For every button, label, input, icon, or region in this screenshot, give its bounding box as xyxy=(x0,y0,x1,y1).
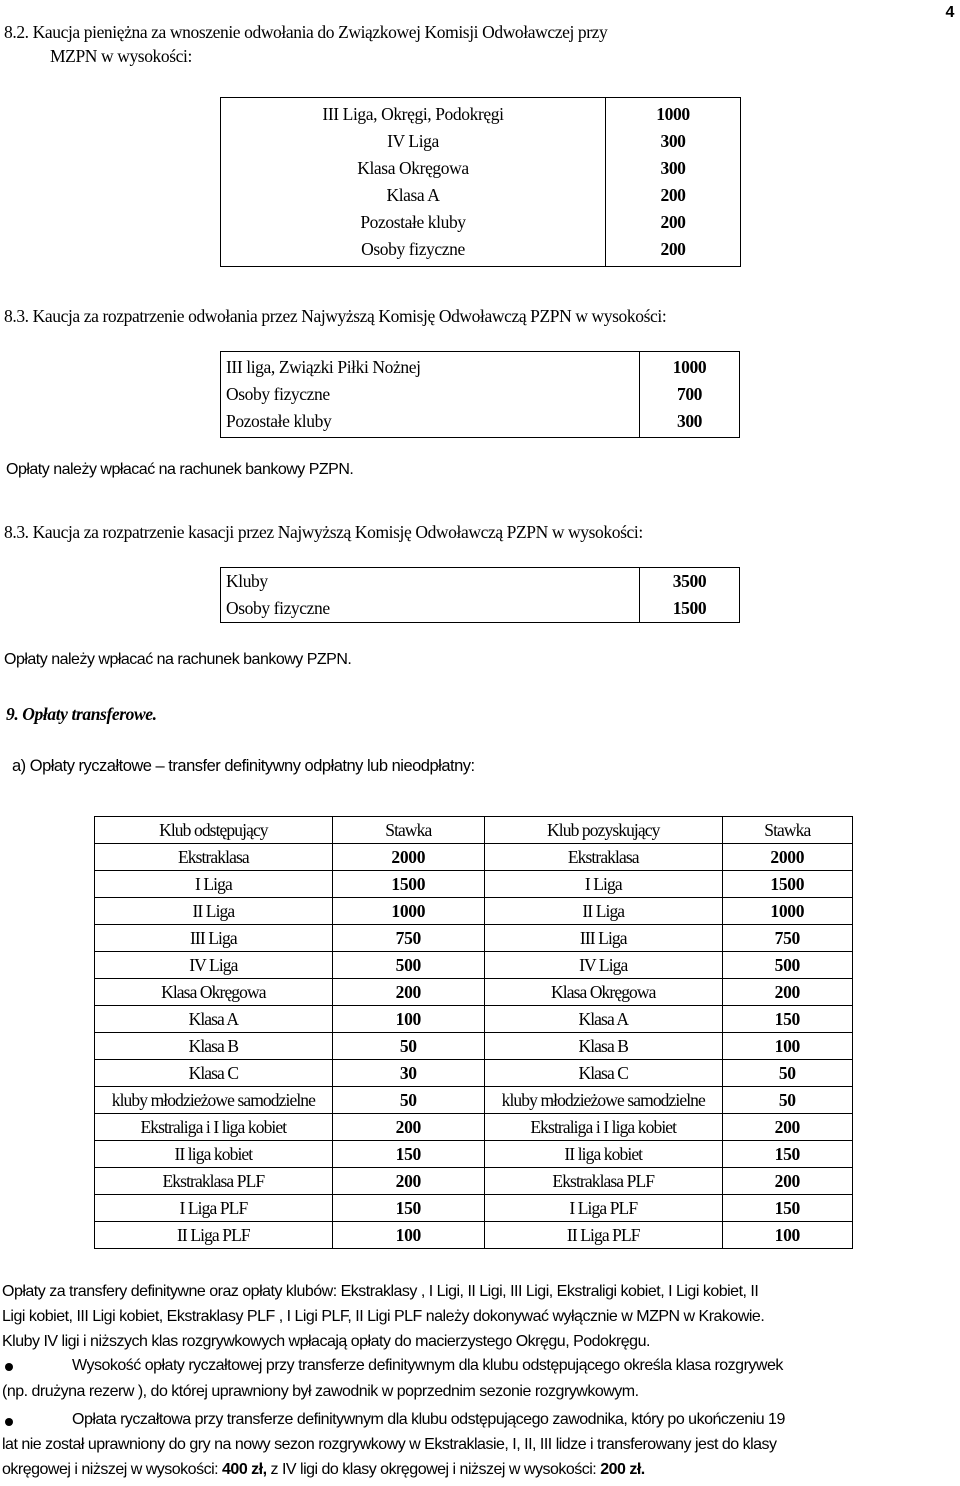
table-row xyxy=(95,844,853,871)
acquiring-club-cell: IV Liga xyxy=(484,952,722,979)
table-row xyxy=(95,979,853,1006)
deposit-table-8-3-cassation xyxy=(220,567,740,623)
acquiring-club-cell: II Liga PLF xyxy=(484,1222,722,1249)
column-header-acquiring-rate: Stawka xyxy=(722,817,852,844)
releasing-rate-cell: 200 xyxy=(332,1114,484,1141)
acquiring-club-cell: kluby młodzieżowe samodzielne xyxy=(484,1087,722,1114)
acquiring-club-cell: Ekstraklasa PLF xyxy=(484,1168,722,1195)
deposit-row-label: III Liga, Okręgi, Podokręgi xyxy=(221,98,606,129)
table-row xyxy=(95,925,853,952)
bullet-2-line-1: Opłata ryczałtowa przy transferze definitywnym dla klubu odstępującego zawodnika, który po ukończeniu 19 xyxy=(72,1411,785,1428)
releasing-club-cell: Klasa B xyxy=(95,1033,333,1060)
releasing-rate-cell: 150 xyxy=(332,1141,484,1168)
acquiring-rate-cell: 150 xyxy=(722,1141,852,1168)
bullet-2-line-3-a: okręgowej i niższej w wysokości: xyxy=(2,1461,223,1478)
column-header-releasing-club: Klub odstępujący xyxy=(95,817,333,844)
table-row xyxy=(95,898,853,925)
releasing-rate-cell: 100 xyxy=(332,1006,484,1033)
cassation-row xyxy=(221,595,740,623)
column-header-releasing-rate: Stawka xyxy=(332,817,484,844)
appeal-row xyxy=(221,408,740,438)
releasing-rate-cell: 200 xyxy=(332,1168,484,1195)
deposit-row xyxy=(221,209,741,236)
cassation-row-value: 3500 xyxy=(672,571,707,591)
releasing-rate-cell: 50 xyxy=(332,1033,484,1060)
appeal-row xyxy=(221,381,740,408)
table-header-row xyxy=(95,817,853,844)
table-row xyxy=(95,1222,853,1249)
releasing-rate-cell: 1500 xyxy=(332,871,484,898)
deposit-row-value: 300 xyxy=(660,131,686,151)
releasing-rate-cell: 2000 xyxy=(332,844,484,871)
acquiring-rate-cell: 100 xyxy=(722,1222,852,1249)
deposit-row-label: Osoby fizyczne xyxy=(221,236,606,267)
fee-400: 400 zł, xyxy=(222,1461,267,1478)
deposit-row-value: 1000 xyxy=(656,104,690,124)
cassation-row-value: 1500 xyxy=(672,598,707,618)
acquiring-club-cell: II liga kobiet xyxy=(484,1141,722,1168)
acquiring-club-cell: I Liga PLF xyxy=(484,1195,722,1222)
deposit-row-value: 200 xyxy=(660,212,686,232)
releasing-rate-cell: 150 xyxy=(332,1195,484,1222)
table-row xyxy=(95,952,853,979)
table-row xyxy=(95,1060,853,1087)
acquiring-club-cell: Klasa A xyxy=(484,1006,722,1033)
fee-200: 200 zł. xyxy=(600,1461,645,1478)
acquiring-rate-cell: 2000 xyxy=(722,844,852,871)
acquiring-rate-cell: 500 xyxy=(722,952,852,979)
table-row xyxy=(95,1087,853,1114)
section-8-2-heading: 8.2. Kaucja pieniężna za wnoszenie odwołania do Związkowej Komisji Odwoławczej przy xyxy=(4,22,608,42)
deposit-row-value: 200 xyxy=(660,185,686,205)
releasing-rate-cell: 1000 xyxy=(332,898,484,925)
acquiring-rate-cell: 200 xyxy=(722,1168,852,1195)
deposit-row xyxy=(221,236,741,267)
section-9-heading: 9. Opłaty transferowe. xyxy=(6,704,157,724)
acquiring-club-cell: Ekstraklasa xyxy=(484,844,722,871)
payment-note: Opłaty należy wpłacać na rachunek bankowy PZPN. xyxy=(6,461,354,478)
acquiring-club-cell: Ekstraliga i I liga kobiet xyxy=(484,1114,722,1141)
table-row xyxy=(95,1168,853,1195)
acquiring-rate-cell: 50 xyxy=(722,1087,852,1114)
acquiring-rate-cell: 150 xyxy=(722,1195,852,1222)
releasing-club-cell: II liga kobiet xyxy=(95,1141,333,1168)
acquiring-rate-cell: 100 xyxy=(722,1033,852,1060)
column-header-acquiring-club: Klub pozyskujący xyxy=(484,817,722,844)
releasing-rate-cell: 500 xyxy=(332,952,484,979)
appeal-row-value: 700 xyxy=(676,384,703,404)
acquiring-club-cell: Klasa Okręgowa xyxy=(484,979,722,1006)
releasing-club-cell: kluby młodzieżowe samodzielne xyxy=(95,1087,333,1114)
section-8-3-appeal-heading: 8.3. Kaucja za rozpatrzenie odwołania przez Najwyższą Komisję Odwoławczą PZPN w wysokości: xyxy=(4,306,667,326)
releasing-rate-cell: 50 xyxy=(332,1087,484,1114)
releasing-rate-cell: 200 xyxy=(332,979,484,1006)
table-row xyxy=(95,1033,853,1060)
bullet-2-line-3 xyxy=(2,1461,645,1479)
acquiring-club-cell: II Liga xyxy=(484,898,722,925)
acquiring-rate-cell: 200 xyxy=(722,979,852,1006)
releasing-club-cell: II Liga PLF xyxy=(95,1222,333,1249)
deposit-row-label: Klasa Okręgowa xyxy=(221,155,606,182)
deposit-row xyxy=(221,182,741,209)
acquiring-club-cell: Klasa C xyxy=(484,1060,722,1087)
para-transfer-line-1: Opłaty za transfery definitywne oraz opłaty klubów: Ekstraklasy , I Ligi, II Ligi, III Ligi, Ekstraligi kobiet, I Ligi kobiet, II xyxy=(2,1283,759,1300)
appeal-row-value: 300 xyxy=(676,411,703,431)
acquiring-club-cell: Klasa B xyxy=(484,1033,722,1060)
table-row xyxy=(95,1114,853,1141)
releasing-club-cell: Klasa A xyxy=(95,1006,333,1033)
bullet-2-line-2: lat nie został uprawniony do gry na nowy sezon rozgrywkowy w Ekstraklasie, I, II, III lidze i transferowany jest do klasy xyxy=(2,1436,777,1453)
releasing-club-cell: II Liga xyxy=(95,898,333,925)
acquiring-rate-cell: 200 xyxy=(722,1114,852,1141)
acquiring-club-cell: III Liga xyxy=(484,925,722,952)
appeal-row-label: III liga, Związki Piłki Nożnej xyxy=(221,352,640,382)
releasing-club-cell: Klasa Okręgowa xyxy=(95,979,333,1006)
deposit-row-label: Klasa A xyxy=(221,182,606,209)
deposit-row xyxy=(221,155,741,182)
bullet-1-line-2: (np. drużyna rezerw ), do której uprawniony był zawodnik w poprzednim sezonie rozgrywkowym. xyxy=(2,1383,639,1400)
releasing-club-cell: III Liga xyxy=(95,925,333,952)
releasing-club-cell: I Liga PLF xyxy=(95,1195,333,1222)
bullet-2-line-3-c: z IV ligi do klasy okręgowej i niższej w wysokości: xyxy=(266,1461,601,1478)
para-transfer-line-2: Ligi kobiet, III Ligi kobiet, Ekstraklasy PLF , I Ligi PLF, II Ligi PLF należy dokonywać wyłącznie w MZPN w Krakowie. xyxy=(2,1308,765,1325)
appeal-row-label: Pozostałe kluby xyxy=(221,408,640,438)
table-row xyxy=(95,1006,853,1033)
deposit-row-label: Pozostałe kluby xyxy=(221,209,606,236)
page-number: 4 xyxy=(945,4,954,21)
releasing-rate-cell: 750 xyxy=(332,925,484,952)
deposit-table-8-2 xyxy=(220,97,741,267)
cassation-row xyxy=(221,568,740,596)
releasing-club-cell: IV Liga xyxy=(95,952,333,979)
releasing-club-cell: Ekstraklasa PLF xyxy=(95,1168,333,1195)
acquiring-rate-cell: 1500 xyxy=(722,871,852,898)
acquiring-rate-cell: 50 xyxy=(722,1060,852,1087)
releasing-rate-cell: 30 xyxy=(332,1060,484,1087)
appeal-row-label: Osoby fizyczne xyxy=(221,381,640,408)
deposit-row-label: IV Liga xyxy=(221,128,606,155)
table-row xyxy=(95,1195,853,1222)
bullet-icon xyxy=(5,1363,13,1371)
releasing-club-cell: Ekstraklasa xyxy=(95,844,333,871)
transfer-fee-table xyxy=(94,816,853,1249)
payment-note-2: Opłaty należy wpłacać na rachunek bankowy PZPN. xyxy=(4,651,352,668)
section-8-2-heading-cont: MZPN w wysokości: xyxy=(50,46,192,66)
releasing-club-cell: Ekstraliga i I liga kobiet xyxy=(95,1114,333,1141)
appeal-row-value: 1000 xyxy=(672,357,707,377)
deposit-table-8-3-appeal xyxy=(220,351,740,438)
releasing-rate-cell: 100 xyxy=(332,1222,484,1249)
releasing-club-cell: Klasa C xyxy=(95,1060,333,1087)
appeal-row xyxy=(221,352,740,382)
table-row xyxy=(95,1141,853,1168)
deposit-row-value: 200 xyxy=(660,239,686,259)
bullet-1-line-1: Wysokość opłaty ryczałtowej przy transferze definitywnym dla klubu odstępującego określa klasa rozgrywek xyxy=(72,1357,783,1374)
para-transfer-line-3: Kluby IV ligi i niższych klas rozgrywkowych wpłacają opłaty do macierzystego Okręgu, Podokręgu. xyxy=(2,1333,650,1350)
deposit-row xyxy=(221,128,741,155)
releasing-club-cell: I Liga xyxy=(95,871,333,898)
table-row xyxy=(95,871,853,898)
cassation-row-label: Kluby xyxy=(221,568,640,596)
acquiring-rate-cell: 150 xyxy=(722,1006,852,1033)
deposit-row xyxy=(221,98,741,129)
acquiring-rate-cell: 750 xyxy=(722,925,852,952)
acquiring-club-cell: I Liga xyxy=(484,871,722,898)
section-9-sub-a: a) Opłaty ryczałtowe – transfer definitywny odpłatny lub nieodpłatny: xyxy=(12,757,475,775)
cassation-row-label: Osoby fizyczne xyxy=(221,595,640,623)
deposit-row-value: 300 xyxy=(660,158,686,178)
bullet-icon xyxy=(5,1418,13,1426)
acquiring-rate-cell: 1000 xyxy=(722,898,852,925)
section-8-3-cassation-heading: 8.3. Kaucja za rozpatrzenie kasacji przez Najwyższą Komisję Odwoławczą PZPN w wysokości: xyxy=(4,522,643,542)
